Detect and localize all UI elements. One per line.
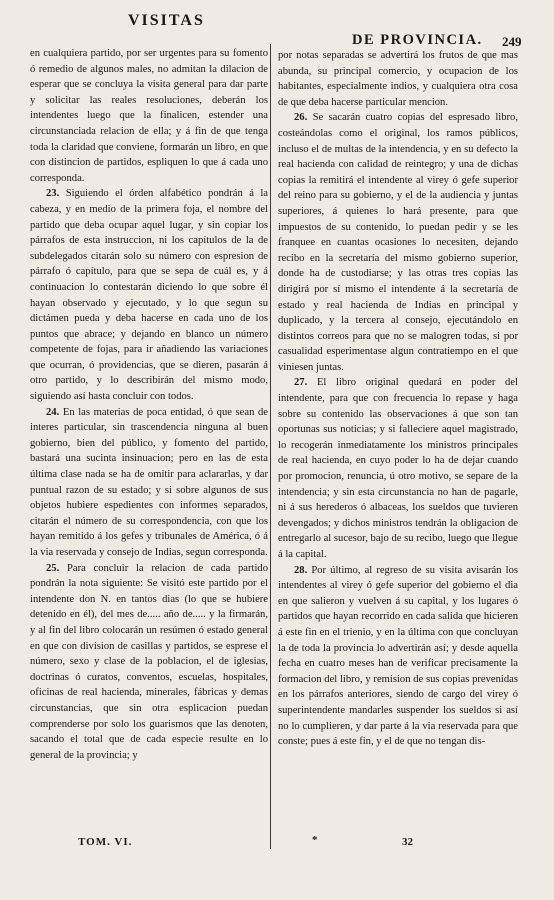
- running-title-right: DE PROVINCIA.: [352, 32, 483, 48]
- paragraph: por notas separadas se advertirá los frutos de que mas abunda, su principal comercio, y ocupacion de los habitantes, especialmente indios, y cualquiera otra cosa de que deba hacerse particular mencion.: [278, 50, 518, 108]
- paragraph: 28. Por último, al regreso de su visita avisarán los intendentes al virey ó gefe superior del gobierno el dia en que salieron y vuelven á su capital, y los lugares ó partidos que hayan recorrido en cada salida que hicieren á este fin en el trienio, y en la última con que concluyan la de toda la provincia lo advertirán así; y desde aquella fecha en cuatro meses han de verificar precisamente la formacion del libro, y remision de sus copias prevenidas en los párrafos anteriores, siendo de cargo del virey ó superintendente mandarles suspender los sueldos si así no lo cumplieren, y dar parte á la via reservada para que conste; pues á este fin, y el de que no tengan dis-: [278, 564, 518, 748]
- paragraph: 23. Siguiendo el órden alfabético pondrán á la cabeza, y en medio de la primera foja, el nombre del partido que deba ocupar aquel lugar, y sin copiar los párrafos de esta instruccion, ni los capítulos de la de subdelegados citarán solo su número con espresion de párrafo ó capítulo, para que se sepa de cuál es, y á continuacion lo contestarán diciendo lo que sobre él hayan observado y ejecutado, y lo que segun su dictámen pueda y deba hacerse en cada uno de los puntos que abrace; y dejando en blanco un número competente de fojas, para ir añadiendo las variaciones que ocurran, ó providencias, que se dieren, pasarán á otro partido, y lo describirán del mismo modo, siguiendo así hasta concluir con todos.: [30, 188, 268, 403]
- paragraph: en cualquiera partido, por ser urgentes para su fomento ó remedio de algunos males, no admitan la dilacion de esperar que se concluya la visita general para dar parte y solicitar las reales resoluciones, deberán los intendentes luego que la finalicen, estender una circunstanciada relacion de ella; y á fin de que tenga toda la claridad que conviene, formarán un libro, en que con distincion de partidos, espliquen lo que á cada uno corresponda.: [30, 48, 268, 184]
- volume-label: TOM. VI.: [78, 836, 133, 848]
- page-footer: [0, 836, 554, 856]
- paragraph-number: 25.: [46, 562, 60, 574]
- paragraph: 26. Se sacarán cuatro copias del espresado libro, costeándolas como el original, los ramos públicos, incluso el de multas de la intendencia, y en su defecto la real hacienda con calidad de reintegro; y una de dichas copias la remitirá el intendente al virey ó gefe superior del reino para su gobierno, y el de la audiencia y juntas superiores, á quienes lo hará presente, para que impuestos de su contenido, lo puedan pedir y se les franquee en cuantas ocasiones lo necesiten, dejando recibo en la secretaría del mismo gobierno superior, donde ha de custodiarse; y las otras tres copias las dirigirá por sí mismo el intendente á la secretaría de estado y real hacienda de Indias en principal y duplicado, y la tercera al consejo, ejecutándolo en distintos correos para que no se malogren todas, si por casualidad esperimentase algun contratiempo en el que viniesen juntas.: [278, 112, 518, 373]
- running-title-left: VISITAS: [128, 12, 205, 29]
- running-header: [0, 8, 554, 49]
- paragraph-number: 24.: [46, 406, 60, 418]
- paragraph: 25. Para concluir la relacion de cada partido pondrán la nota siguiente: Se visitó este partido por el intendente don N. en tantos dias (lo que se hubiere detenido en él), del mes de..... año de..... y la firmarán, y al fin del libro colocarán un resúmen ó estado general en que con division de casillas y partidos, se esprese el número, sexo y clase de la poblacion, el de iglesias, doctrinas ó curatos, conventos, escuelas, hospitales, oficinas de real hacienda, minerales, fábricas y demas circunstancias, que sin otra esplicacion puedan comprenderse por solo los guarismos que las denoten, sacando el total que de cada especie resulte en lo general de la provincia; y: [30, 562, 268, 761]
- paragraph-number: 23.: [46, 188, 60, 200]
- column-divider: [270, 44, 271, 849]
- left-column: [30, 46, 268, 846]
- signature-mark: 32: [402, 836, 413, 848]
- page-number: 249: [502, 34, 522, 49]
- paragraph: 24. En las materias de poca entidad, ó que sean de interes particular, sin trascendencia ninguna al buen gobierno, bien del público, y fomento del partido, bastará una sucinta insinuacion; pero en las de esta última clase nada se ha de omitir para aclararlas, y dar puntual razon de su estado; y si sobre algunos de sus objetos hubiere espedientes con informes separados, citarán el número de su correspondencia, con que los hayan remitido á los gefes y tribunales de América, ó á la via reservada y consejo de Indias, segun corresponda.: [30, 406, 268, 558]
- paragraph: 27. El libro original quedará en poder del intendente, para que con frecuencia lo repase y haga sobre su contenido las observaciones á que son tan oportunas sus noticias; y si falleciere aquel magistrado, lo recogerán inmediatamente los ministros principales de real hacienda, en cuyo poder lo ha de dejar cuando por promocion, renuncia, ú otro motivo, se separe de la intendencia; y sin esta circunstancia no han de pagarle, ni á sus herederos ó albaceas, los sueldos que tuvieren devengados; y dichos ministros tendrán la obligacion de entregarlo al sucesor, bajo de su recibo, luego que llegue á la capital.: [278, 377, 518, 560]
- footer-mark: *: [312, 834, 318, 846]
- right-column: [278, 48, 518, 848]
- paragraph-number: 27.: [294, 377, 308, 389]
- paragraph-number: 26.: [294, 112, 308, 124]
- paragraph-number: 28.: [294, 564, 308, 576]
